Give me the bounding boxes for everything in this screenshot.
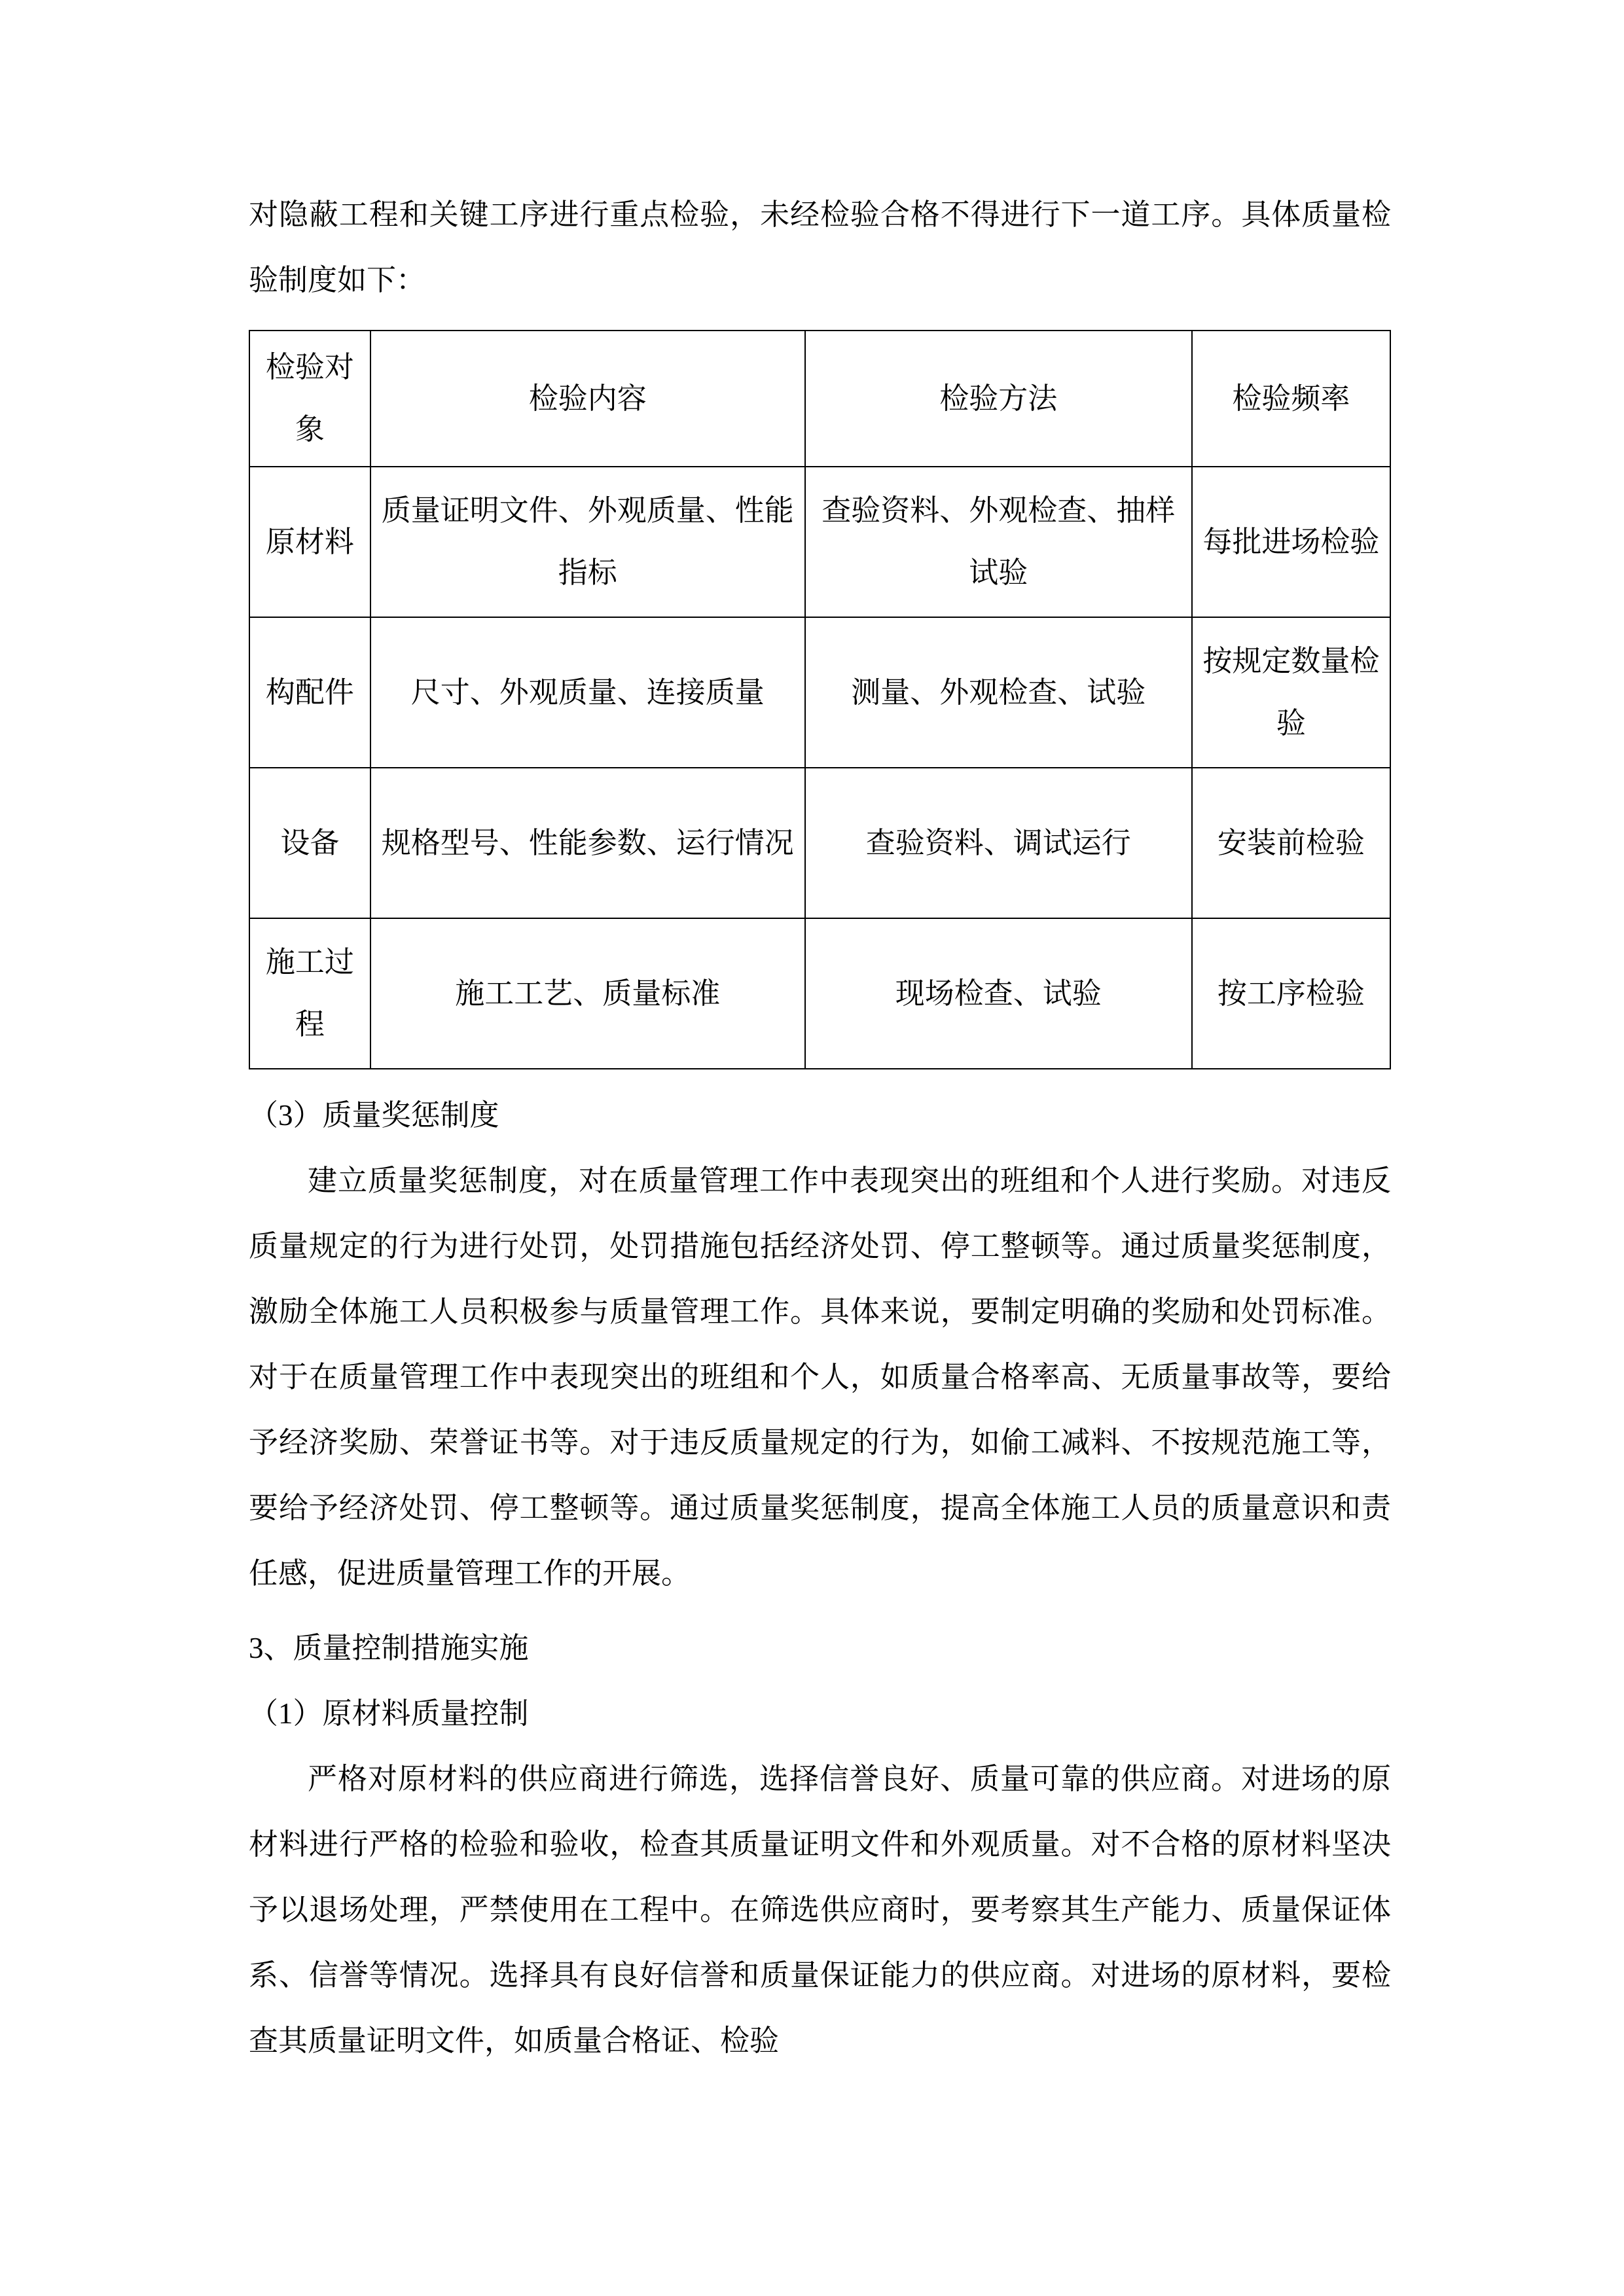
table-cell: 现场检查、试验 bbox=[805, 918, 1192, 1069]
quality-inspection-table bbox=[249, 330, 1391, 1069]
section4-heading: 3、质量控制措施实施 bbox=[249, 1632, 529, 1664]
section4-paragraph: 严格对原材料的供应商进行筛选，选择信誉良好、质量可靠的供应商。对进场的原材料进行严格的检验和验收，检查其质量证明文件和外观质量。对不合格的原材料坚决予以退场处理，严禁使用在工程中。在筛选供应商时，要考察其生产能力、质量保证体系、信誉等情况。选择具有良好信誉和质量保证能力的供应商。对进场的原材料，要检查其质量证明文件，如质量合格证、检验 bbox=[249, 1763, 1391, 2057]
table-row-components bbox=[249, 617, 1390, 768]
table-header-content: 检验内容 bbox=[370, 331, 805, 467]
table-cell: 安装前检验 bbox=[1192, 768, 1390, 918]
table-cell: 施工过程 bbox=[249, 918, 370, 1069]
section3-heading: （3）质量奖惩制度 bbox=[249, 1099, 499, 1132]
table-row-construction-process bbox=[249, 918, 1390, 1069]
table-row-raw-materials bbox=[249, 467, 1390, 617]
table-cell: 构配件 bbox=[249, 617, 370, 768]
table-header-method: 检验方法 bbox=[805, 331, 1192, 467]
table-cell: 尺寸、外观质量、连接质量 bbox=[370, 617, 805, 768]
table-cell: 每批进场检验 bbox=[1192, 467, 1390, 617]
table-cell: 规格型号、性能参数、运行情况 bbox=[370, 768, 805, 918]
table-cell: 查验资料、外观检查、抽样试验 bbox=[805, 467, 1192, 617]
section3-paragraph: 建立质量奖惩制度，对在质量管理工作中表现突出的班组和个人进行奖励。对违反质量规定的行为进行处罚，处罚措施包括经济处罚、停工整顿等。通过质量奖惩制度，激励全体施工人员积极参与质量管理工作。具体来说，要制定明确的奖励和处罚标准。对于在质量管理工作中表现突出的班组和个人，如质量合格率高、无质量事故等，要给予经济奖励、荣誉证书等。对于违反质量规定的行为，如偷工减料、不按规范施工等，要给予经济处罚、停工整顿等。通过质量奖惩制度，提高全体施工人员的质量意识和责任感，促进质量管理工作的开展。 bbox=[249, 1164, 1391, 1590]
table-header-frequency: 检验频率 bbox=[1192, 331, 1390, 467]
table-cell: 按规定数量检验 bbox=[1192, 617, 1390, 768]
table-header-row bbox=[249, 331, 1390, 467]
intro-paragraph: 对隐蔽工程和关键工序进行重点检验，未经检验合格不得进行下一道工序。具体质量检验制度如下： bbox=[249, 198, 1391, 296]
table-cell: 设备 bbox=[249, 768, 370, 918]
table-cell: 按工序检验 bbox=[1192, 918, 1390, 1069]
table-cell: 原材料 bbox=[249, 467, 370, 617]
table-row-equipment bbox=[249, 768, 1390, 918]
table-cell: 施工工艺、质量标准 bbox=[370, 918, 805, 1069]
section4-sub-heading: （1）原材料质量控制 bbox=[249, 1697, 529, 1730]
table-cell: 测量、外观检查、试验 bbox=[805, 617, 1192, 768]
table-cell: 质量证明文件、外观质量、性能指标 bbox=[370, 467, 805, 617]
table-cell: 查验资料、调试运行 bbox=[805, 768, 1192, 918]
table-header-object: 检验对象 bbox=[249, 331, 370, 467]
